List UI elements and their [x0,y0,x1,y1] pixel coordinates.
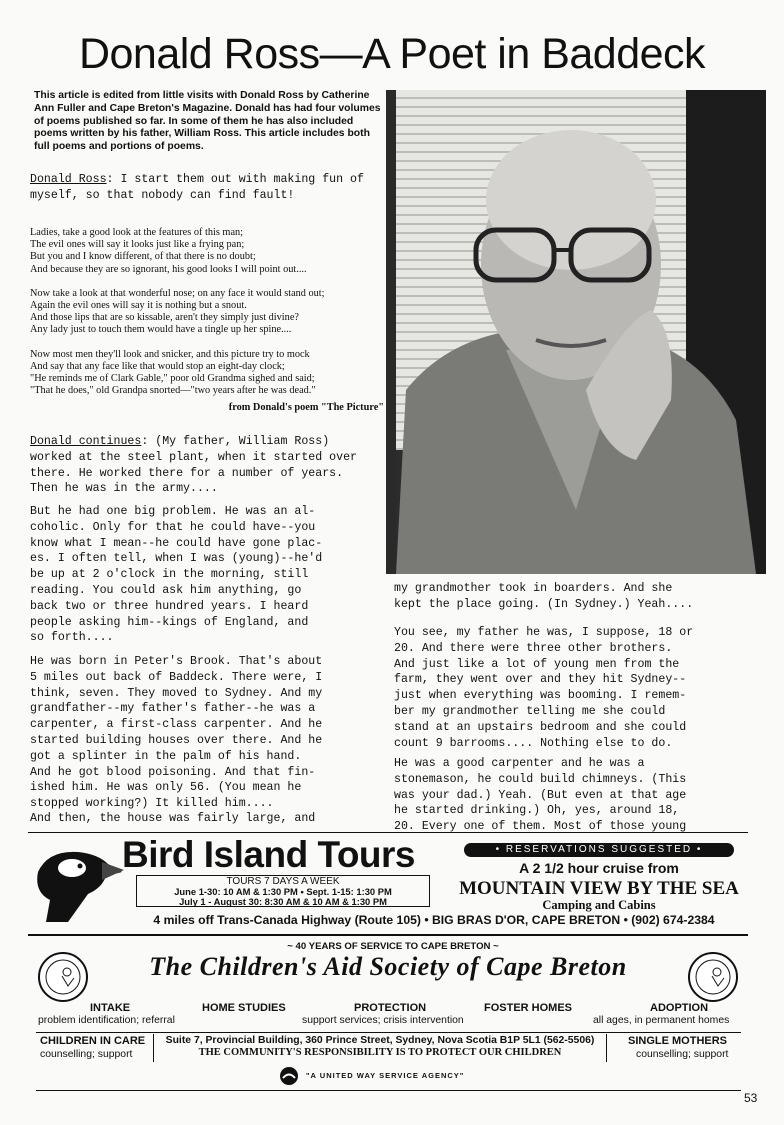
children-in-care-head: CHILDREN IN CARE [40,1035,146,1047]
society-seal-right [688,952,738,1002]
puffin-icon [28,842,124,924]
schedule-header: TOURS 7 DAYS A WEEK [226,876,340,887]
years-service: ~ 40 YEARS OF SERVICE TO CAPE BRETON ~ [287,941,499,952]
mountain-view-text: MOUNTAIN VIEW BY THE SEA [459,878,739,899]
childrens-aid-ad [28,940,758,1035]
address-box [153,1034,607,1062]
article-intro: This article is edited from little visits with Donald Ross by Catherine Ann Fuller and Cape Breton's Magazine. Donald has had four volumes of poems published so far. In some of them he has also included poems written by his father, William Ross. This article includes both full poems and portions of poems. [34,90,381,153]
service-head: FOSTER HOMES [484,1002,573,1014]
poem-stanza: Now most men they'll look and snicker, and this picture try to mock And say that any face like that would stop an eight-day clock; "He reminds me of Clark Gable," poor old Grandma sighed and said; "That he does," old Grandpa snorted—"two years after he was dead." [30,348,316,397]
single-mothers-desc: counselling; support [636,1049,729,1060]
paragraph-text: : I start them out with making fun of myself, so that nobody can find fault! [30,173,371,202]
service-desc: support services; crisis intervention [302,1015,464,1026]
schedule-line: July 1 - August 30: 8:30 AM & 10 AM & 1:30 PM [179,896,387,907]
paragraph-text: : (My father, William Ross) worked at the steel plant, when it started over there. He worked there for a number of years. Then he was in the army.... [30,435,364,496]
service-head: PROTECTION [354,1002,427,1014]
poem-stanza: Now take a look at that wonderful nose; on any face it would stand out; Again the evil ones will say it is nothing but a snout. And those lips that are so kissable, aren't they simply just divine? Any lady just to touch them would have a tingle up her spine.... [30,287,325,336]
camping-text: Camping and Cabins [542,898,656,912]
location-line: 4 miles off Trans-Canada Highway (Route 105) • BIG BRAS D'OR, CAPE BRETON • (902) 674-2384 [153,913,715,927]
footer-line [36,1090,741,1091]
service-head: INTAKE [90,1002,131,1014]
society-seal-left [38,952,88,1002]
single-mothers-head: SINGLE MOTHERS [628,1035,728,1047]
schedule-line: June 1-30: 10 AM & 1:30 PM • Sept. 1-15: 1:30 PM [174,886,392,897]
divider-line [36,1032,741,1033]
united-way-text: "A UNITED WAY SERVICE AGENCY" [306,1071,465,1080]
poem-stanza: Ladies, take a good look at the features of this man; The evil ones will say it looks just like a frying pan; But you and I know different, of that there is no doubt; And because they are so ignorant, his good looks I will point out.... [30,227,307,275]
address: Suite 7, Provincial Building, 360 Prince Street, Sydney, Nova Scotia B1P 5L1 (562-5506) [165,1035,595,1046]
society-name: The Children's Aid Society of Cape Breton [149,952,627,981]
portrait-photo [386,90,766,574]
page-number: 53 [744,1091,758,1105]
service-head: HOME STUDIES [202,1002,286,1014]
poem [30,227,384,415]
divider-line [28,832,748,833]
article-title: Donald Ross—A Poet in Baddeck [78,30,706,78]
paragraph-1 [30,172,370,204]
reservations-banner: • RESERVATIONS SUGGESTED • [464,843,734,857]
tour-name: Bird Island Tours [122,834,416,875]
service-desc: all ages, in permanent homes [593,1015,730,1026]
children-in-care-desc: counselling; support [40,1049,133,1060]
paragraph-5: And then, the house was fairly large, and [30,812,316,825]
motto: THE COMMUNITY'S RESPONSIBILITY IS TO PROTECT OUR CHILDREN [198,1047,562,1058]
cruise-text: A 2 1/2 hour cruise from [519,860,679,876]
paragraph-6: my grandmother took in boarders. And she kept the place going. (In Sydney.) Yeah.... [394,582,694,611]
paragraph-2 [30,434,370,497]
divider-line [28,934,748,936]
united-way-icon [280,1067,298,1085]
speaker-name: Donald continues [30,435,142,448]
service-head: ADOPTION [650,1002,709,1014]
service-desc: problem identification; referral [38,1015,175,1026]
tour-schedule-box [136,875,430,907]
paragraph-3: But he had one big problem. He was an al- coholic. Only for that he could have--you know what I mean--he could have gone plac- es. I often tell, when I was (young)--he'd be up at 2 o'clock in the morning, still reading. You could ask him anything, go back two or three hundred years. I heard people asking him--kings of England, and so forth.... [30,505,323,645]
paragraph-8: He was a good carpenter and he was a stonemason, he could build chimneys. (This was your dad.) Yeah. (But even at that age he started drinking.) Oh, yes, around 18, 20. Every one of them. Most of those young [394,757,687,834]
paragraph-4: He was born in Peter's Brook. That's about 5 miles out back of Baddeck. There were, I think, seven. They moved to Sydney. And my grandfather--my father's father--he was a carpenter, a first-class carpenter. And he started building houses over there. And he got a splinter in the palm of his hand. And he got blood poisoning. And that fin- ished him. He was only 56. (You mean he stopped working?) It killed him.... [30,655,323,811]
speaker-name: Donald Ross [30,173,107,186]
poem-credit: from Donald's poem "The Picture" [228,402,384,414]
paragraph-7: You see, my father he was, I suppose, 18 or 20. And there were three other brothers. And just like a lot of young men from the farm, they went over and they hit Sydney-- just when everything was booming. I remem- ber my grandmother telling me she could stand at an upstairs bedroom and she could count 9 barrooms.... Nothing else to do. [394,626,694,750]
bird-island-ad [28,834,758,930]
